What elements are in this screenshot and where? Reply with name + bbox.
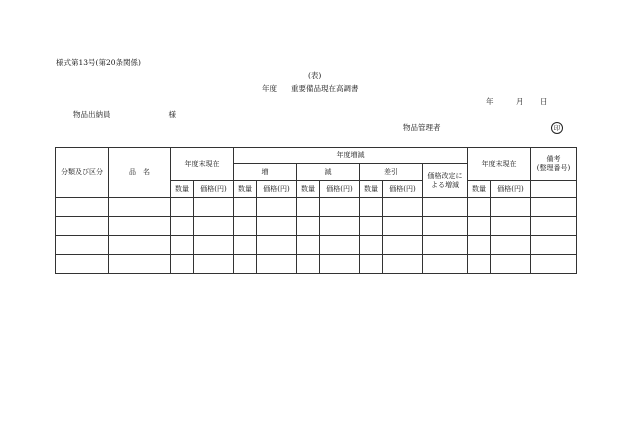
table-cell[interactable]: [234, 236, 257, 255]
date-month: 月: [516, 97, 524, 106]
table-row: [56, 217, 577, 236]
form-number: 様式第13号(第20条関係): [56, 58, 141, 67]
table-cell[interactable]: [109, 236, 171, 255]
inventory-table: [55, 147, 577, 274]
side-label: (表): [308, 71, 322, 80]
table-cell[interactable]: [109, 217, 171, 236]
table-cell[interactable]: [423, 255, 468, 274]
header-year-change: 年度増減: [234, 148, 468, 164]
header-increase: 増: [234, 164, 297, 181]
sub-qty: 数量: [360, 181, 383, 198]
table-cell[interactable]: [383, 198, 423, 217]
table-cell[interactable]: [194, 217, 234, 236]
sub-price: 価格(円): [320, 181, 360, 198]
table-cell[interactable]: [297, 217, 320, 236]
date-line: [486, 98, 548, 106]
table-cell[interactable]: [171, 217, 194, 236]
table-cell[interactable]: [320, 217, 360, 236]
table-cell[interactable]: [297, 236, 320, 255]
table-cell[interactable]: [491, 198, 531, 217]
table-cell[interactable]: [491, 255, 531, 274]
table-cell[interactable]: [56, 217, 109, 236]
issuer-suffix: 様: [168, 110, 176, 119]
table-cell[interactable]: [320, 236, 360, 255]
sub-qty: 数量: [234, 181, 257, 198]
table-cell[interactable]: [257, 217, 297, 236]
sub-qty: 数量: [171, 181, 194, 198]
table-cell[interactable]: [360, 255, 383, 274]
seal-mark: 印: [551, 122, 563, 134]
table-cell[interactable]: [297, 198, 320, 217]
table-cell[interactable]: [531, 217, 577, 236]
header-prev-year-end: 年度末現在: [171, 148, 234, 181]
table-row: [56, 255, 577, 274]
sub-price: 価格(円): [491, 181, 531, 198]
header-item-name: 品 名: [109, 148, 171, 198]
issuer-label: 物品出納員: [73, 110, 111, 119]
sub-qty: 数量: [297, 181, 320, 198]
table-cell[interactable]: [297, 255, 320, 274]
table-cell[interactable]: [56, 236, 109, 255]
table-cell[interactable]: [423, 236, 468, 255]
header-revaluation: 価格改定による増減: [423, 164, 468, 198]
sub-qty: 数量: [468, 181, 491, 198]
date-year: 年: [486, 97, 494, 106]
header-category: 分類及び区分: [56, 148, 109, 198]
table-cell[interactable]: [194, 236, 234, 255]
table-cell[interactable]: [468, 217, 491, 236]
title-year-prefix: 年度: [262, 84, 277, 93]
table-cell[interactable]: [383, 255, 423, 274]
issuer-line: [73, 111, 176, 119]
table-cell[interactable]: [109, 198, 171, 217]
table-cell[interactable]: [383, 217, 423, 236]
table-row: [56, 236, 577, 255]
table-cell[interactable]: [56, 255, 109, 274]
title-main: 重要備品現在高調書: [291, 84, 359, 93]
table-cell: [531, 181, 577, 198]
table-row: [56, 198, 577, 217]
remarks-sub-label: (整理番号): [536, 164, 571, 172]
document-title: [262, 85, 359, 93]
table-cell[interactable]: [109, 255, 171, 274]
table-cell[interactable]: [491, 217, 531, 236]
table-cell[interactable]: [194, 198, 234, 217]
table-cell[interactable]: [171, 198, 194, 217]
table-cell[interactable]: [468, 255, 491, 274]
table-cell[interactable]: [360, 236, 383, 255]
table-cell[interactable]: [531, 255, 577, 274]
table-cell[interactable]: [234, 255, 257, 274]
table-cell[interactable]: [360, 198, 383, 217]
table-cell[interactable]: [234, 217, 257, 236]
table-cell[interactable]: [234, 198, 257, 217]
header-decrease: 減: [297, 164, 360, 181]
header-remarks: [531, 148, 577, 181]
table-cell[interactable]: [531, 236, 577, 255]
table-cell[interactable]: [257, 236, 297, 255]
table-cell[interactable]: [320, 198, 360, 217]
table-cell[interactable]: [320, 255, 360, 274]
table-cell[interactable]: [194, 255, 234, 274]
table-cell[interactable]: [468, 236, 491, 255]
table-cell[interactable]: [423, 198, 468, 217]
sub-price: 価格(円): [194, 181, 234, 198]
table-cell[interactable]: [360, 217, 383, 236]
manager-label: 物品管理者: [403, 123, 441, 132]
table-cell[interactable]: [468, 198, 491, 217]
header-net: 差引: [360, 164, 423, 181]
table-cell[interactable]: [383, 236, 423, 255]
sub-price: 価格(円): [257, 181, 297, 198]
table-cell[interactable]: [257, 255, 297, 274]
remarks-label: 備考: [546, 155, 561, 164]
table-cell[interactable]: [423, 217, 468, 236]
sub-price: 価格(円): [383, 181, 423, 198]
table-cell[interactable]: [257, 198, 297, 217]
table-cell[interactable]: [171, 236, 194, 255]
header-curr-year-end: 年度末現在: [468, 148, 531, 181]
table-cell[interactable]: [56, 198, 109, 217]
date-day: 日: [540, 97, 548, 106]
table-cell[interactable]: [491, 236, 531, 255]
table-cell[interactable]: [171, 255, 194, 274]
table-cell[interactable]: [531, 198, 577, 217]
